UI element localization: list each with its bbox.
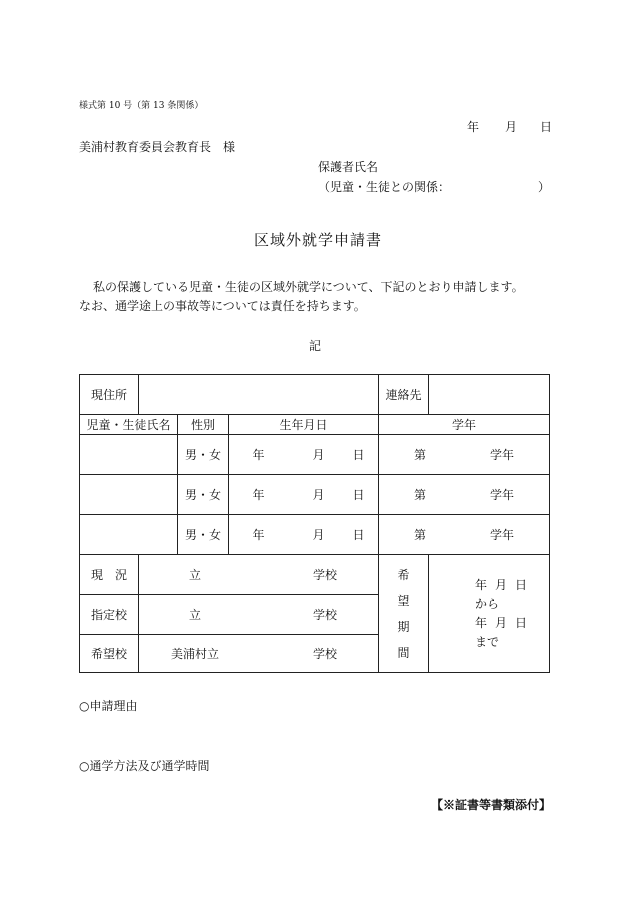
- gender-cell[interactable]: 男・女: [178, 475, 229, 515]
- gender-cell[interactable]: 男・女: [178, 515, 229, 555]
- birth-day-label: 日: [352, 528, 365, 542]
- period-until-month: 月: [495, 615, 508, 630]
- student-name-cell[interactable]: [80, 475, 178, 515]
- student-name-cell[interactable]: [80, 515, 178, 555]
- period-from-label: から: [475, 596, 500, 611]
- period-until-label: まで: [475, 634, 500, 649]
- gender-cell[interactable]: 男・女: [178, 435, 229, 475]
- student-row: [80, 515, 550, 555]
- miho-ritsu-label: 美浦村立: [170, 647, 219, 661]
- designated-label: 指定校: [80, 595, 139, 635]
- period-char: 希: [397, 567, 410, 582]
- footer-note: 【※証書等書類添付】: [431, 798, 552, 812]
- grade-header: 学年: [379, 415, 550, 435]
- ritsu-label: 立: [188, 608, 201, 622]
- ki-marker: 記: [309, 339, 322, 353]
- date-year-label: 年: [467, 120, 480, 134]
- period-until-date: [475, 614, 549, 633]
- birthdate-cell[interactable]: [229, 475, 379, 515]
- addressee: 美浦村教育委員会教育長 様: [79, 140, 236, 154]
- school-label: 学校: [312, 608, 337, 622]
- student-header-row: [80, 415, 550, 435]
- grade-prefix: 第: [414, 448, 427, 462]
- body-line-1: 私の保護している児童・生徒の区域外就学について、下記のとおり申請します。: [93, 280, 524, 294]
- guardian-name-label: 保護者氏名: [318, 160, 379, 174]
- birthdate-cell[interactable]: [229, 515, 379, 555]
- birth-month-label: 月: [312, 448, 325, 462]
- commute-section: ○通学方法及び通学時間: [79, 759, 210, 773]
- period-from-date: [475, 576, 549, 595]
- desired-period-label: [379, 555, 429, 673]
- period-until-day: 日: [515, 615, 528, 630]
- form-number: 様式第 10 号（第 13 条関係）: [79, 101, 204, 111]
- birth-month-label: 月: [312, 528, 325, 542]
- birth-year-label: 年: [252, 448, 265, 462]
- document-title: 区域外就学申請書: [254, 231, 383, 249]
- application-table: [79, 374, 550, 673]
- date-day-label: 日: [540, 120, 553, 134]
- desired-school-cell[interactable]: [139, 635, 379, 673]
- grade-suffix: 学年: [490, 488, 515, 502]
- period-from-year: 年: [475, 577, 488, 592]
- grade-prefix: 第: [414, 528, 427, 542]
- student-row: [80, 475, 550, 515]
- body-line-2: なお、通学途上の事故等については責任を持ちます。: [79, 299, 366, 313]
- school-label: 学校: [312, 568, 337, 582]
- grade-suffix: 学年: [490, 448, 515, 462]
- birthdate-cell[interactable]: [229, 435, 379, 475]
- period-char: 期: [397, 619, 410, 634]
- grade-cell[interactable]: [379, 515, 550, 555]
- grade-cell[interactable]: [379, 435, 550, 475]
- gender-header: 性別: [178, 415, 229, 435]
- period-char: 望: [397, 593, 410, 608]
- current-school-row: [80, 555, 550, 595]
- birth-year-label: 年: [252, 528, 265, 542]
- address-value[interactable]: [139, 375, 379, 415]
- name-header: 児童・生徒氏名: [80, 415, 178, 435]
- student-name-cell[interactable]: [80, 435, 178, 475]
- birthdate-header: 生年月日: [229, 415, 379, 435]
- period-from-month: 月: [495, 577, 508, 592]
- period-from-day: 日: [515, 577, 528, 592]
- birth-year-label: 年: [252, 488, 265, 502]
- contact-label: 連絡先: [379, 375, 429, 415]
- reason-section: ○申請理由: [79, 699, 138, 713]
- current-school-cell[interactable]: [139, 555, 379, 595]
- birth-day-label: 日: [352, 488, 365, 502]
- contact-value[interactable]: [429, 375, 550, 415]
- period-until-year: 年: [475, 615, 488, 630]
- desired-period-cell[interactable]: [429, 555, 550, 673]
- address-row: [80, 375, 550, 415]
- ritsu-label: 立: [188, 568, 201, 582]
- desired-label: 希望校: [80, 635, 139, 673]
- relationship-close: ）: [538, 180, 551, 194]
- relationship-label: （児童・生徒との関係：: [318, 180, 451, 194]
- grade-suffix: 学年: [490, 528, 515, 542]
- date-month-label: 月: [505, 120, 518, 134]
- current-label: 現 況: [80, 555, 139, 595]
- period-char: 間: [397, 645, 410, 660]
- grade-cell[interactable]: [379, 475, 550, 515]
- birth-month-label: 月: [312, 488, 325, 502]
- birth-day-label: 日: [352, 448, 365, 462]
- designated-school-cell[interactable]: [139, 595, 379, 635]
- student-row: [80, 435, 550, 475]
- grade-prefix: 第: [414, 488, 427, 502]
- school-label: 学校: [312, 647, 337, 661]
- address-label: 現住所: [80, 375, 139, 415]
